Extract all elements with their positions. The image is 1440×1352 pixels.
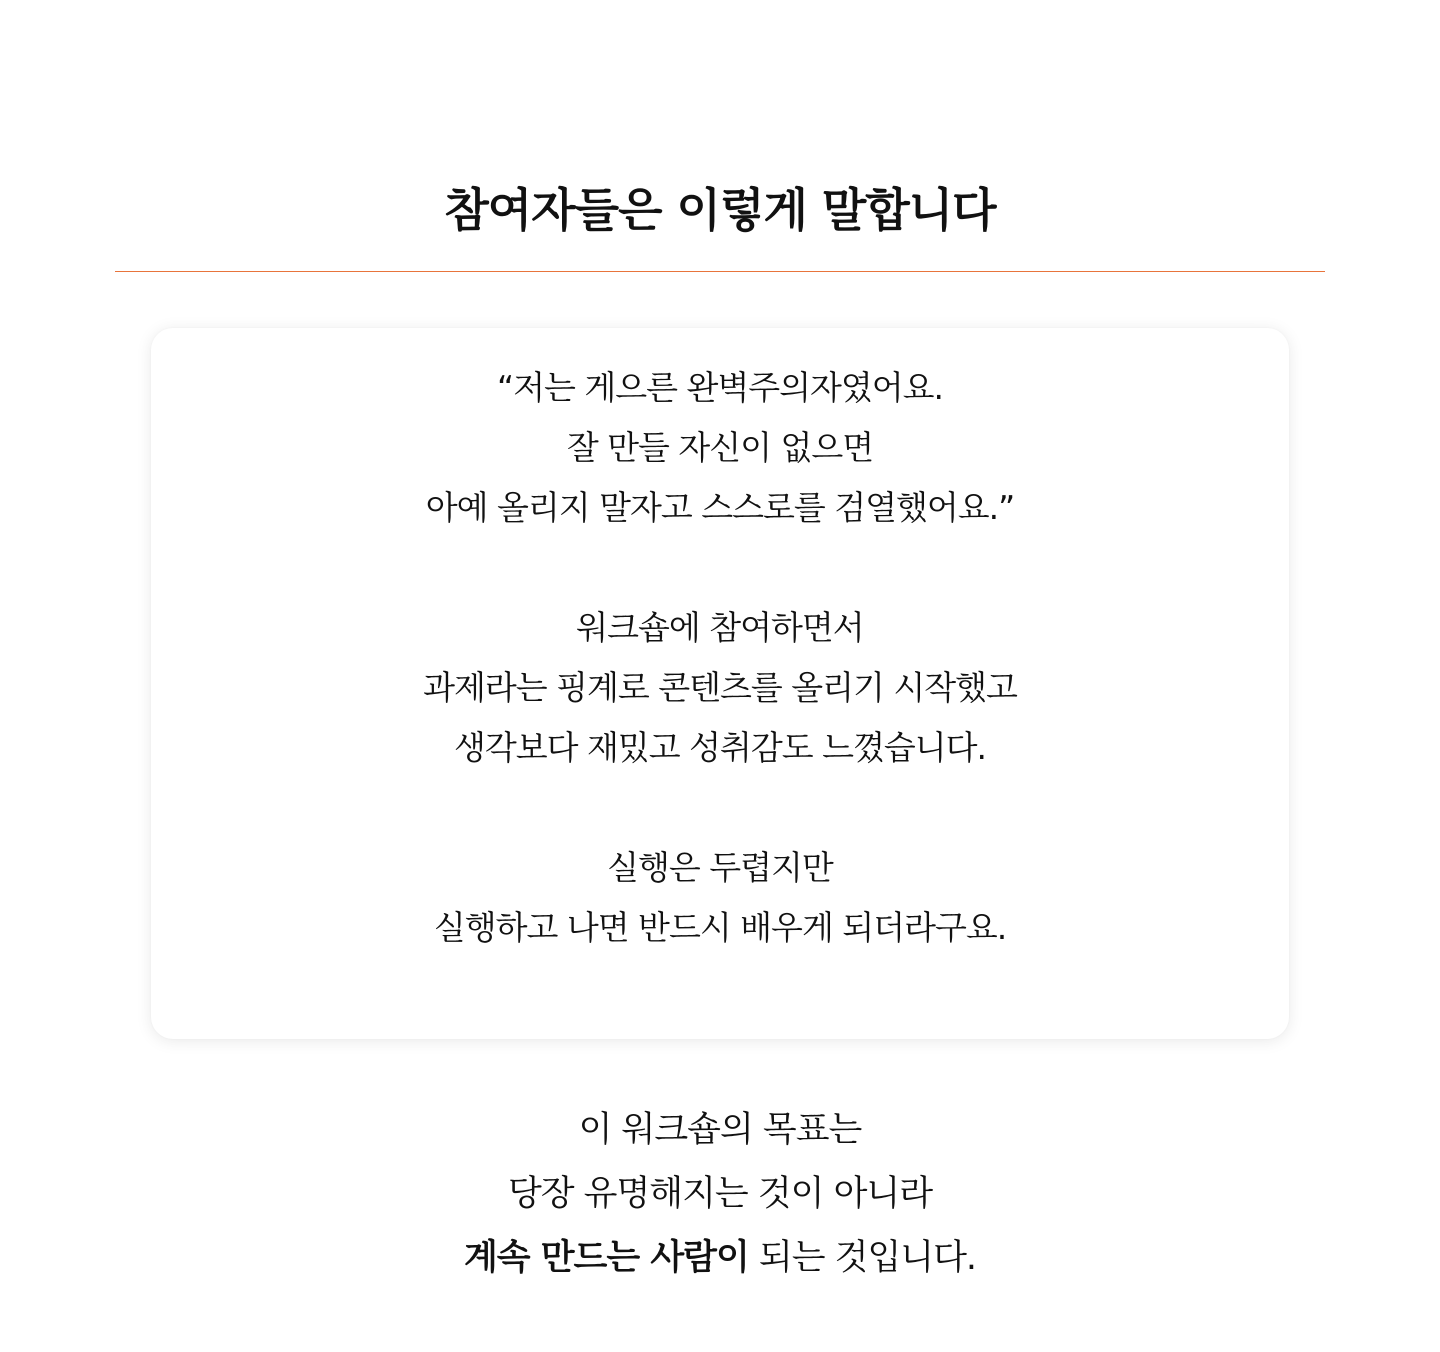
testimonial-quote (151, 358, 1289, 958)
quote-line: 생각보다 재밌고 성취감도 느꼈습니다. (453, 728, 986, 767)
closing-line-1: 이 워크숍의 목표는 (578, 1110, 862, 1150)
testimonial-paragraph-2 (151, 598, 1289, 778)
quote-line: 워크숍에 참여하면서 (576, 608, 864, 647)
quote-line: 아예 올리지 말자고 스스로를 검열했어요.” (425, 488, 1015, 527)
quote-line: 실행하고 나면 반드시 배우게 되더라구요. (433, 908, 1007, 947)
section-title: 참여자들은 이렇게 말합니다 (444, 183, 996, 237)
quote-line: 과제라는 핑계로 콘텐츠를 올리기 시작했고 (423, 668, 1017, 707)
title-divider (115, 271, 1325, 272)
testimonial-paragraph-1 (151, 358, 1289, 538)
closing-emphasis: 계속 만드는 사람이 (463, 1238, 749, 1278)
testimonial-card (151, 328, 1289, 1039)
closing-line-3-rest: 되는 것입니다. (748, 1238, 977, 1278)
quote-line: “저는 게으른 완벽주의자였어요. (497, 368, 943, 407)
closing-line-3 (0, 1226, 1440, 1290)
quote-line: 실행은 두렵지만 (607, 848, 833, 887)
testimonial-paragraph-3 (151, 838, 1289, 958)
closing-line-2: 당장 유명해지는 것이 아니라 (507, 1174, 933, 1214)
closing-statement (0, 1098, 1440, 1290)
quote-line: 잘 만들 자신이 없으면 (566, 428, 874, 467)
